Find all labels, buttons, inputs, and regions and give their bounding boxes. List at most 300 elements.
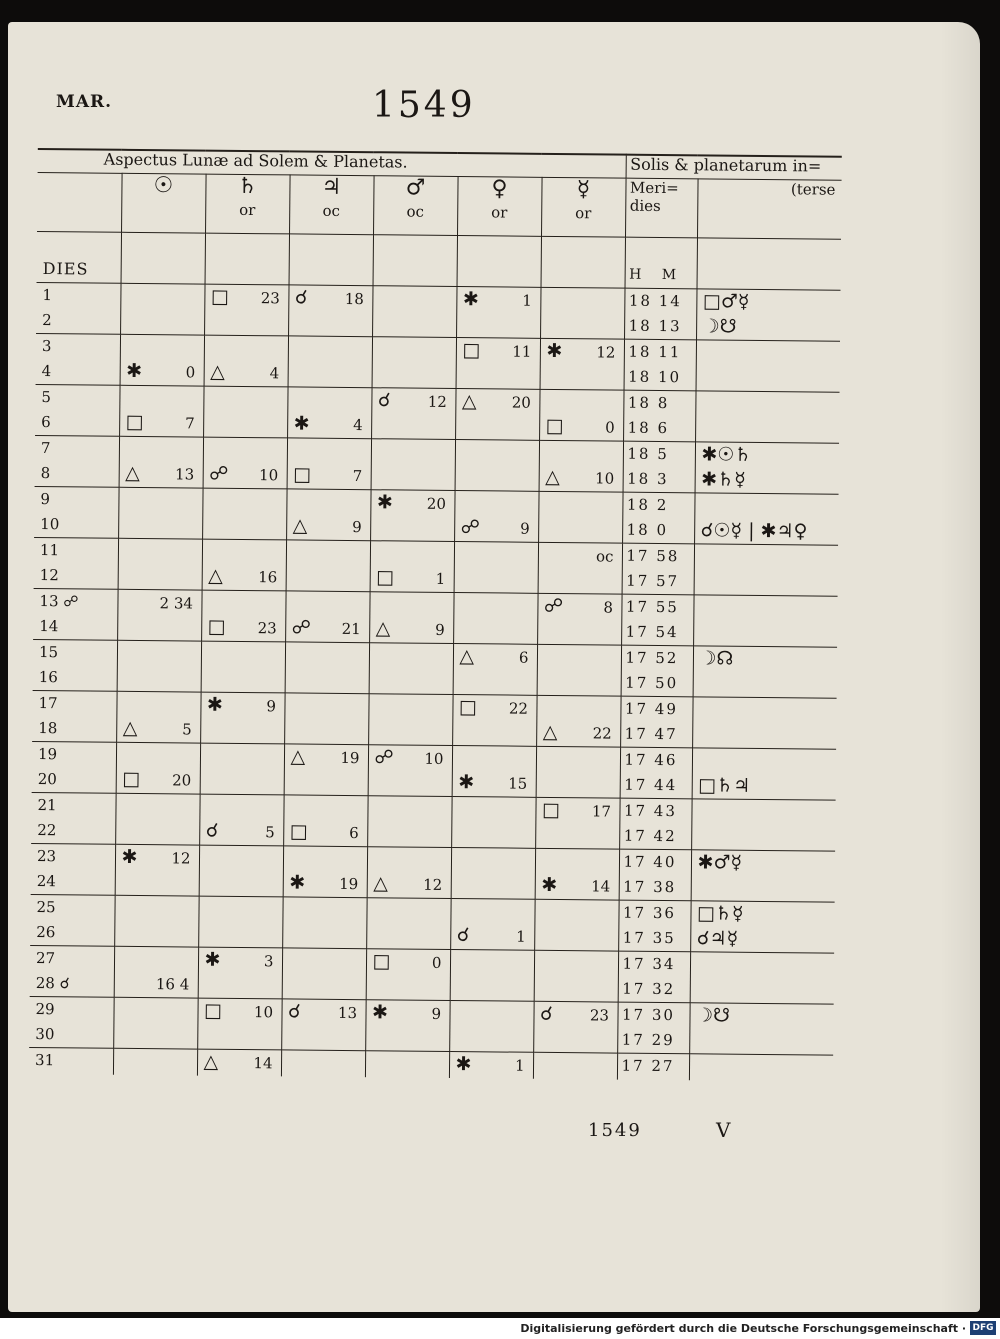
aspect-cell — [115, 844, 199, 896]
day-number: 8 — [40, 464, 51, 483]
meridies-time: 17 27 — [621, 1056, 675, 1076]
aspect-cell — [536, 746, 620, 798]
planet-aspect-icons — [694, 544, 838, 570]
planet-aspect-icons — [696, 416, 840, 442]
planet-motion — [122, 200, 205, 201]
aspect-icon: □ — [207, 615, 226, 638]
day-number: 21 — [37, 796, 57, 815]
aspect-cell — [371, 439, 455, 491]
interse-cell — [696, 340, 840, 392]
planet-motion: or — [491, 203, 508, 222]
book-page — [8, 22, 980, 1312]
table-row — [29, 996, 833, 1055]
meridies-time: 18 11 — [628, 342, 682, 362]
planet-aspect-icons — [692, 748, 836, 774]
aspect-value: 0 — [185, 363, 196, 382]
table-row — [34, 537, 838, 596]
aspect-value: 20 — [426, 494, 447, 513]
aspect-value: 23 — [260, 289, 280, 308]
planet-header-3 — [373, 176, 458, 236]
aspect-cell — [120, 334, 204, 386]
meridies-time: 17 58 — [626, 546, 680, 566]
interse-cell — [689, 1003, 833, 1055]
section-title-left: Aspectus Lunæ ad Solem & Planetas. — [38, 149, 626, 178]
meridies-time: 17 46 — [624, 750, 678, 770]
planet-motion: oc — [322, 201, 341, 220]
interse-cell — [691, 799, 835, 851]
planet-aspect-icons — [694, 595, 838, 621]
meridies-time: 17 54 — [625, 622, 679, 642]
meridies-cell — [621, 594, 693, 646]
day-number: 25 — [36, 898, 56, 917]
planet-symbol-icon: ☉ — [153, 173, 174, 199]
aspect-value: 19 — [340, 748, 360, 768]
running-head: MAR. — [56, 92, 113, 112]
dies-label-cell — [37, 231, 121, 283]
aspect-icon: □ — [376, 566, 395, 589]
meridies-time: 17 52 — [625, 648, 679, 668]
aspect-cell — [367, 847, 451, 899]
aspect-icon: □ — [125, 410, 144, 434]
aspect-cell — [119, 436, 203, 488]
planet-aspect-icons: □♄♃ — [698, 774, 751, 797]
aspect-cell — [453, 644, 537, 696]
aspect-icon: ☍ — [291, 616, 312, 639]
aspect-value: 12 — [171, 849, 191, 868]
day-cell — [32, 741, 116, 793]
aspect-cell — [285, 591, 369, 643]
aspect-cell — [451, 797, 535, 849]
aspect-cell — [203, 437, 287, 489]
day-number: 30 — [35, 1025, 55, 1044]
meridies-time: 17 38 — [623, 877, 677, 897]
day-cell — [34, 486, 118, 538]
aspect-icon: ☌ — [205, 819, 219, 842]
day-cell — [36, 333, 120, 385]
planet-aspect-icons — [694, 620, 838, 646]
aspect-value: 23 — [257, 619, 277, 638]
aspect-icon: □ — [122, 767, 141, 791]
planet-motion: or — [239, 200, 256, 220]
aspect-icon: ☍ — [543, 594, 564, 618]
day-number: 14 — [39, 617, 59, 636]
meridies-time: 18 6 — [627, 418, 670, 438]
aspect-cell — [197, 998, 281, 1050]
aspect-icon: △ — [125, 461, 140, 484]
aspect-value: 10 — [253, 1003, 274, 1022]
aspect-value: 22 — [508, 699, 529, 718]
meridies-time: 18 3 — [627, 469, 669, 489]
aspect-icon: ✱ — [541, 873, 558, 897]
aspect-value: 9 — [266, 697, 277, 716]
aspect-cell — [538, 491, 622, 543]
aspect-value: 3 — [263, 952, 274, 971]
day-cell — [33, 639, 117, 691]
table-row — [31, 792, 835, 851]
aspect-value: 5 — [182, 720, 192, 739]
aspect-value: 13 — [175, 465, 195, 484]
planet-aspect-icons — [693, 671, 837, 697]
aspect-icon: ☌ — [287, 1000, 301, 1023]
aspect-cell — [117, 589, 201, 641]
interse-cell — [693, 646, 837, 698]
day-number: 23 — [36, 847, 57, 866]
aspect-cell — [539, 389, 623, 441]
ephemeris-table — [29, 130, 842, 1082]
aspect-value: 14 — [591, 877, 611, 896]
aspect-icon: □ — [372, 950, 391, 973]
aspect-value: 8 — [603, 598, 614, 617]
table-row — [32, 741, 836, 800]
aspect-value: 0 — [605, 418, 615, 437]
table-row — [36, 333, 840, 392]
aspect-cell — [282, 897, 366, 949]
aspect-value: 1 — [522, 291, 532, 310]
digitization-credit: Digitalisierung gefördert durch die Deutsche Forschungsgemeinschaft · — [520, 1322, 966, 1335]
day-number: 3 — [41, 337, 52, 356]
planet-header-0 — [121, 173, 206, 233]
aspect-value: 7 — [352, 467, 363, 486]
aspect-value: 7 — [185, 414, 195, 433]
aspect-cell — [537, 593, 621, 645]
aspect-cell — [202, 539, 286, 591]
aspect-value: 9 — [431, 1004, 442, 1023]
meridies-time: 17 29 — [621, 1030, 675, 1050]
table-row — [32, 690, 836, 749]
meridies-time: 17 44 — [624, 775, 678, 795]
aspect-cell — [287, 387, 371, 439]
aspect-icon: △ — [542, 720, 558, 744]
aspect-cell — [365, 1000, 449, 1052]
planet-symbol-icon: ♄ — [237, 173, 258, 200]
aspect-cell — [367, 796, 451, 848]
meridies-cell — [621, 645, 693, 697]
aspect-value: 9 — [435, 620, 445, 639]
aspect-icon: ✱ — [458, 771, 475, 794]
meridies-cell — [619, 849, 691, 901]
planet-aspect-icons: ☽☋ — [702, 315, 737, 338]
day-number: 16 — [38, 668, 58, 687]
aspect-cell — [284, 744, 368, 796]
aspect-cell — [201, 641, 285, 693]
planet-aspect-icons — [695, 493, 839, 519]
meridies-time: 17 50 — [625, 673, 679, 693]
aspect-cell — [285, 642, 369, 694]
aspect-icon: □ — [293, 463, 312, 486]
aspect-icon: △ — [203, 1050, 219, 1073]
meridies-time: 18 0 — [626, 520, 669, 540]
aspect-cell — [282, 948, 366, 1000]
meridies-time: 18 10 — [628, 367, 682, 387]
day-cell — [32, 690, 116, 742]
meridies-cell — [624, 339, 696, 391]
aspect-icon: △ — [461, 390, 477, 413]
label-cell — [697, 238, 841, 290]
day-number: 29 — [35, 1000, 55, 1019]
planet-header-5 — [541, 177, 626, 237]
interse-cell — [692, 697, 836, 749]
table-row — [30, 945, 834, 1004]
aspect-cell — [113, 997, 197, 1049]
interse-cell — [694, 493, 838, 545]
planet-aspect-icons: ✱☉♄ — [701, 443, 752, 466]
aspect-icon: □ — [545, 414, 564, 438]
interse-cell — [690, 952, 834, 1004]
meridies-time: 17 34 — [622, 954, 676, 974]
aspect-value: 19 — [339, 874, 359, 894]
aspect-icon: △ — [290, 745, 306, 768]
aspect-icon: △ — [373, 872, 389, 895]
aspect-icon: ✱ — [204, 948, 221, 971]
interse-cell — [691, 850, 835, 902]
planet-aspect-icons: ✱♄☿ — [701, 468, 746, 491]
dies-column-header — [37, 172, 122, 232]
planet-aspect-icons: □♂☿ — [702, 290, 750, 313]
aspect-value: 1 — [514, 1056, 525, 1075]
aspect-icon: ☌ — [456, 924, 470, 947]
interse-cell — [693, 595, 837, 647]
label-cell — [457, 236, 541, 288]
day-cell — [31, 843, 115, 895]
aspect-icon: □ — [210, 285, 229, 308]
aspect-value: 6 — [518, 648, 529, 667]
label-cell — [205, 233, 289, 285]
planet-aspect-icons: ☌☉☿ | ✱♃♀ — [700, 519, 808, 543]
meridies-time: 17 40 — [623, 852, 677, 872]
meridies-time: 17 57 — [626, 571, 680, 591]
aspect-cell — [370, 541, 454, 593]
hm-label: H M — [629, 266, 685, 284]
day-number: 22 — [37, 821, 57, 840]
aspect-cell — [286, 489, 370, 541]
meridies-cell — [622, 543, 694, 595]
aspect-value: 4 — [269, 364, 280, 383]
aspect-value: 4 — [353, 416, 363, 435]
meridies-time: 17 49 — [624, 699, 679, 719]
aspect-value: 21 — [341, 619, 361, 639]
aspect-icon: ☍ — [460, 516, 481, 539]
day-number: 10 — [40, 515, 60, 534]
aspect-icon: △ — [459, 645, 475, 668]
planet-header-1 — [205, 174, 290, 234]
planet-aspect-icons — [690, 977, 834, 1003]
aspect-cell — [286, 540, 370, 592]
aspect-value: 18 — [344, 289, 364, 309]
aspect-value: 9 — [352, 518, 362, 537]
meridies-time: 17 35 — [622, 928, 676, 948]
aspect-icon: ✱ — [455, 1053, 472, 1076]
day-number: 27 — [35, 949, 56, 968]
table-row — [35, 435, 839, 494]
aspect-value: 20 — [172, 771, 192, 790]
planet-aspect-icons: ✱♂☿ — [697, 851, 743, 874]
meridies-time: 17 42 — [623, 826, 677, 846]
day-number: 18 — [38, 719, 58, 738]
planet-aspect-icons — [692, 799, 836, 825]
aspect-icon: ☍ — [209, 462, 229, 485]
aspect-value: 1 — [435, 569, 446, 588]
label-cell — [121, 232, 205, 284]
meridies-cell — [622, 492, 694, 544]
planet-aspect-icons — [692, 824, 836, 850]
year-heading: 1549 — [372, 85, 476, 126]
aspect-cell — [200, 692, 284, 744]
aspect-cell — [452, 695, 536, 747]
aspect-cell — [365, 1051, 449, 1078]
aspect-cell — [372, 337, 456, 389]
planet-aspect-icons — [696, 365, 840, 391]
aspect-value: 0 — [431, 953, 442, 972]
aspect-cell — [539, 440, 623, 492]
day-cell — [34, 537, 118, 589]
label-row — [37, 231, 841, 290]
interse-cell — [696, 289, 840, 341]
interse-cell — [694, 544, 838, 596]
aspect-cell — [451, 847, 535, 899]
aspect-icon: ✱ — [546, 339, 563, 363]
meridies-time: 18 14 — [628, 291, 682, 311]
planet-symbol-icon: ☿ — [576, 177, 591, 203]
planet-motion: or — [575, 204, 592, 223]
aspect-value: oc — [595, 547, 614, 566]
aspect-value: 9 — [520, 519, 530, 538]
planet-aspect-icons: ☌♃☿ — [696, 927, 739, 950]
aspect-icon: ✱ — [462, 288, 479, 311]
aspect-icon: ✱ — [126, 359, 143, 383]
interse-cell — [695, 391, 839, 443]
interse-cell — [695, 442, 839, 494]
aspect-cell — [281, 1050, 365, 1077]
aspect-cell — [116, 691, 200, 743]
aspect-cell — [538, 542, 622, 594]
aspect-value: 22 — [592, 724, 612, 743]
day-number: 11 — [39, 541, 60, 560]
aspect-icon: ✱ — [293, 412, 310, 435]
day-number: 9 — [40, 490, 51, 509]
aspect-icon: ☌ — [294, 286, 308, 309]
table-row — [36, 282, 840, 341]
aspect-icon: △ — [210, 360, 225, 383]
aspect-cell — [368, 694, 452, 746]
aspect-cell — [540, 287, 624, 339]
day-number: 7 — [40, 439, 51, 458]
aspect-icon: □ — [541, 798, 561, 822]
aspect-cell — [534, 950, 618, 1002]
aspect-cell — [117, 640, 201, 692]
label-cell — [541, 236, 625, 288]
label-cell — [373, 235, 457, 287]
digitization-footer — [0, 1318, 1000, 1339]
meridies-time: 18 2 — [626, 495, 669, 515]
aspect-icon: △ — [545, 465, 560, 489]
planet-aspect-icons — [693, 697, 837, 723]
aspect-cell — [366, 898, 450, 950]
meridies-time: 17 36 — [622, 903, 677, 923]
planet-aspect-icons — [690, 1028, 834, 1054]
planet-aspect-icons — [696, 340, 840, 366]
aspect-cell — [366, 949, 450, 1001]
day-number: 13 ☍ — [39, 592, 79, 611]
aspect-icon: △ — [375, 617, 391, 640]
planet-aspect-icons: ☽☋ — [695, 1004, 731, 1027]
meridies-cell — [618, 951, 690, 1003]
planet-header-4 — [457, 177, 542, 237]
day-number: 28 ☌ — [35, 974, 70, 993]
aspect-cell — [203, 386, 287, 438]
aspect-icon: ✱ — [376, 491, 393, 514]
aspect-cell — [283, 795, 367, 847]
aspect-cell — [204, 284, 288, 336]
day-cell — [35, 435, 119, 487]
planet-aspect-icons: ☽☊ — [699, 647, 734, 670]
day-number: 24 — [36, 872, 56, 891]
planet-header-2 — [289, 175, 374, 235]
aspect-cell — [450, 898, 534, 950]
aspect-icon: △ — [122, 716, 138, 739]
meridies-time: 17 55 — [625, 597, 679, 617]
day-number: 19 — [37, 745, 58, 764]
planet-symbol-icon: ♂ — [405, 175, 426, 201]
aspect-cell — [537, 644, 621, 696]
planet-aspect-icons — [694, 569, 838, 595]
day-number: 1 — [42, 286, 53, 305]
table-row — [30, 894, 834, 953]
meridies-header: Meri= dies — [625, 178, 698, 238]
aspect-icon: △ — [292, 514, 308, 537]
aspect-cell — [449, 1051, 533, 1078]
meridies-time: 18 13 — [628, 316, 682, 336]
aspect-cell — [115, 793, 199, 845]
aspect-cell — [452, 746, 536, 798]
aspect-cell — [114, 895, 198, 947]
aspect-cell — [118, 538, 202, 590]
aspect-cell — [369, 643, 453, 695]
aspect-cell — [456, 338, 540, 390]
aspect-icon: □ — [289, 820, 308, 843]
aspect-cell — [283, 846, 367, 898]
aspect-cell — [199, 794, 283, 846]
day-number: 17 — [38, 694, 58, 713]
interse-cell — [689, 1054, 833, 1082]
aspect-value: 12 — [596, 343, 616, 362]
aspect-cell — [455, 440, 539, 492]
meridies-time: 18 5 — [627, 444, 669, 464]
meridies-time: 17 32 — [622, 979, 676, 999]
aspect-cell — [197, 1049, 281, 1076]
meridies-cell — [618, 900, 690, 952]
table-row — [34, 486, 838, 545]
day-number: 31 — [34, 1051, 55, 1070]
day-number: 20 — [37, 770, 57, 789]
aspect-value: 6 — [349, 824, 359, 843]
meridies-cell — [617, 1053, 689, 1080]
meridies-time: 17 47 — [624, 724, 678, 744]
day-number: 6 — [41, 413, 51, 432]
aspect-icon: ✱ — [121, 845, 138, 868]
table-row — [33, 588, 837, 647]
aspect-icon: △ — [208, 564, 223, 587]
aspect-icon: ☌ — [539, 1002, 553, 1025]
aspect-cell — [284, 693, 368, 745]
meridies-time: 17 30 — [621, 1005, 676, 1025]
table-row — [33, 639, 837, 698]
aspect-cell — [533, 1001, 617, 1053]
aspect-cell — [120, 283, 204, 335]
hm-label-cell — [625, 237, 697, 289]
day-number: 4 — [41, 362, 52, 381]
aspect-value: 16 — [258, 568, 278, 587]
aspect-value: 10 — [259, 466, 279, 485]
